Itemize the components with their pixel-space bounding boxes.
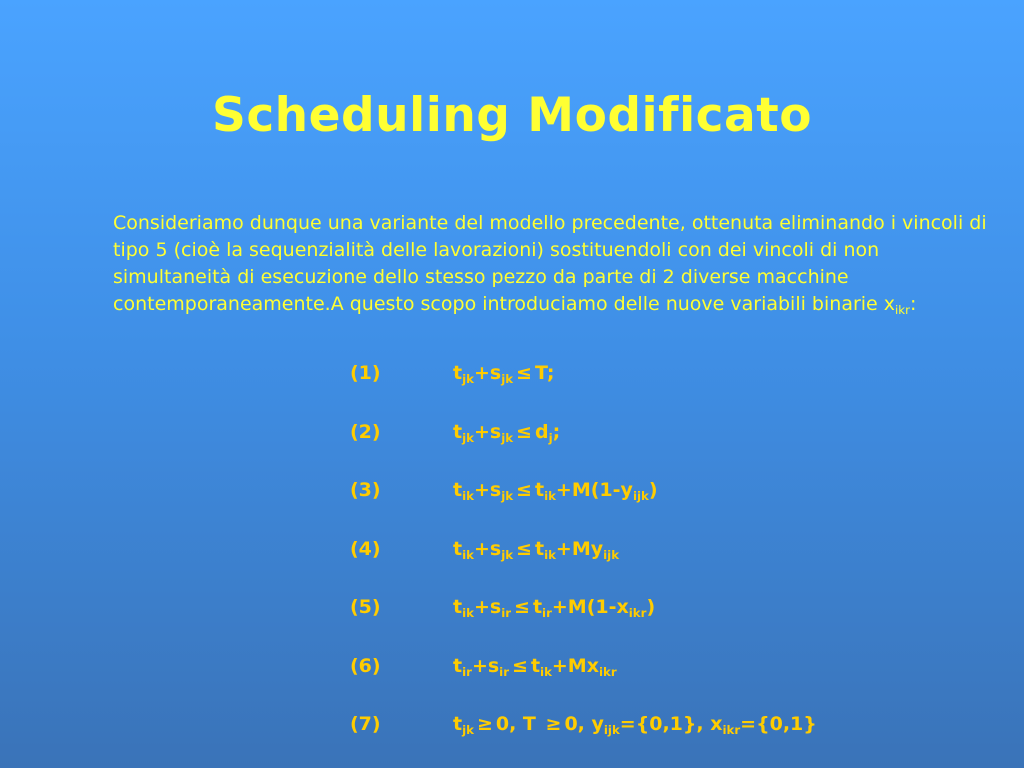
constraint-number: (2) (350, 421, 381, 443)
formula-subscript: ijk (632, 489, 649, 504)
constraint-formula (453, 655, 617, 680)
formula-subscript: jk (501, 372, 514, 387)
formula-text: t (453, 713, 463, 735)
formula-text: +M(1-y (555, 479, 633, 501)
formula-text: t (530, 655, 541, 677)
formula-subscript: ik (544, 548, 556, 563)
constraint-formula (453, 362, 555, 387)
formula-text: +s (473, 596, 502, 618)
formula-subscript: ir (542, 606, 552, 621)
formula-text: +My (555, 538, 604, 560)
constraint-row (350, 421, 950, 451)
formula-text: t (453, 596, 463, 618)
formula-text: +s (473, 421, 502, 443)
formula-subscript: jk (501, 489, 514, 504)
formula-text: 0, T (495, 713, 543, 735)
formula-text: +Mx (551, 655, 599, 677)
constraint-row (350, 538, 950, 568)
formula-relation: ≤ (514, 596, 530, 618)
formula-subscript: ikr (598, 665, 617, 680)
formula-text: T; (534, 362, 555, 384)
formula-text: t (453, 538, 463, 560)
formula-text: 0, y (564, 713, 604, 735)
constraint-formula (453, 713, 817, 738)
constraint-number: (4) (350, 538, 381, 560)
formula-subscript: jk (462, 431, 474, 446)
intro-end: : (909, 293, 917, 315)
intro-paragraph (113, 210, 993, 318)
formula-subscript: ir (501, 606, 512, 621)
formula-subscript: ir (462, 665, 472, 680)
formula-subscript: ikr (628, 606, 647, 621)
constraint-row (350, 655, 950, 685)
formula-relation: ≤ (516, 421, 532, 443)
formula-text: +s (473, 362, 502, 384)
formula-relation: ≥ (476, 713, 493, 735)
formula-subscript: ik (462, 606, 474, 621)
constraint-row (350, 596, 950, 626)
formula-subscript: ir (499, 665, 510, 680)
formula-text: t (453, 421, 463, 443)
formula-relation: ≤ (516, 479, 532, 501)
formula-relation: ≤ (516, 362, 532, 384)
constraint-formula (453, 479, 658, 504)
formula-text: ={0,1} (740, 713, 817, 735)
constraint-formula (453, 538, 620, 563)
formula-text: t (453, 479, 463, 501)
formula-text: ) (648, 479, 658, 501)
formula-text: t (453, 362, 463, 384)
formula-subscript: jk (462, 723, 474, 738)
formula-text: +M(1-x (551, 596, 629, 618)
formula-text: +s (473, 538, 502, 560)
constraint-number: (7) (350, 713, 381, 735)
formula-subscript: ikr (722, 723, 741, 738)
formula-subscript: ik (540, 665, 552, 680)
formula-subscript: jk (501, 548, 514, 563)
formula-relation: ≥ (545, 713, 562, 735)
formula-text: t (532, 596, 543, 618)
constraint-row (350, 713, 950, 743)
formula-relation: ≤ (516, 538, 532, 560)
formula-relation: ≤ (512, 655, 528, 677)
formula-subscript: ik (462, 548, 474, 563)
formula-subscript: ik (544, 489, 556, 504)
intro-text: Consideriamo dunque una variante del modello precedente, ottenuta eliminando i vincoli di tipo 5 (cioè la sequenzialità delle lavorazioni) sostituendoli con dei vincoli di non simultaneità di esecuzione dello stesso pezzo da parte di 2 diverse macchine contemporaneamente.A questo scopo introduciamo delle nuove variabili binarie x (113, 212, 987, 315)
slide-title: Scheduling Modificato (211, 88, 813, 143)
formula-subscript: ijk (603, 548, 620, 563)
formula-text: t (534, 538, 545, 560)
constraint-row (350, 479, 950, 509)
formula-text: ) (646, 596, 656, 618)
intro-subscript: ikr (895, 303, 910, 318)
formula-text: ={0,1}, x (619, 713, 723, 735)
formula-subscript: ik (462, 489, 474, 504)
formula-text: t (534, 479, 545, 501)
formula-text: ; (552, 421, 561, 443)
formula-subscript: j (548, 431, 553, 446)
constraint-number: (5) (350, 596, 381, 618)
formula-subscript: jk (462, 372, 474, 387)
constraint-formula (453, 596, 656, 621)
constraint-number: (6) (350, 655, 381, 677)
formula-text: +s (471, 655, 500, 677)
constraint-formula (453, 421, 561, 446)
constraint-number: (1) (350, 362, 381, 384)
formula-subscript: jk (501, 431, 514, 446)
formula-text: d (534, 421, 549, 443)
formula-text: t (453, 655, 463, 677)
formula-subscript: ijk (603, 723, 620, 738)
formula-text: +s (473, 479, 502, 501)
constraint-row (350, 362, 950, 392)
constraint-number: (3) (350, 479, 381, 501)
